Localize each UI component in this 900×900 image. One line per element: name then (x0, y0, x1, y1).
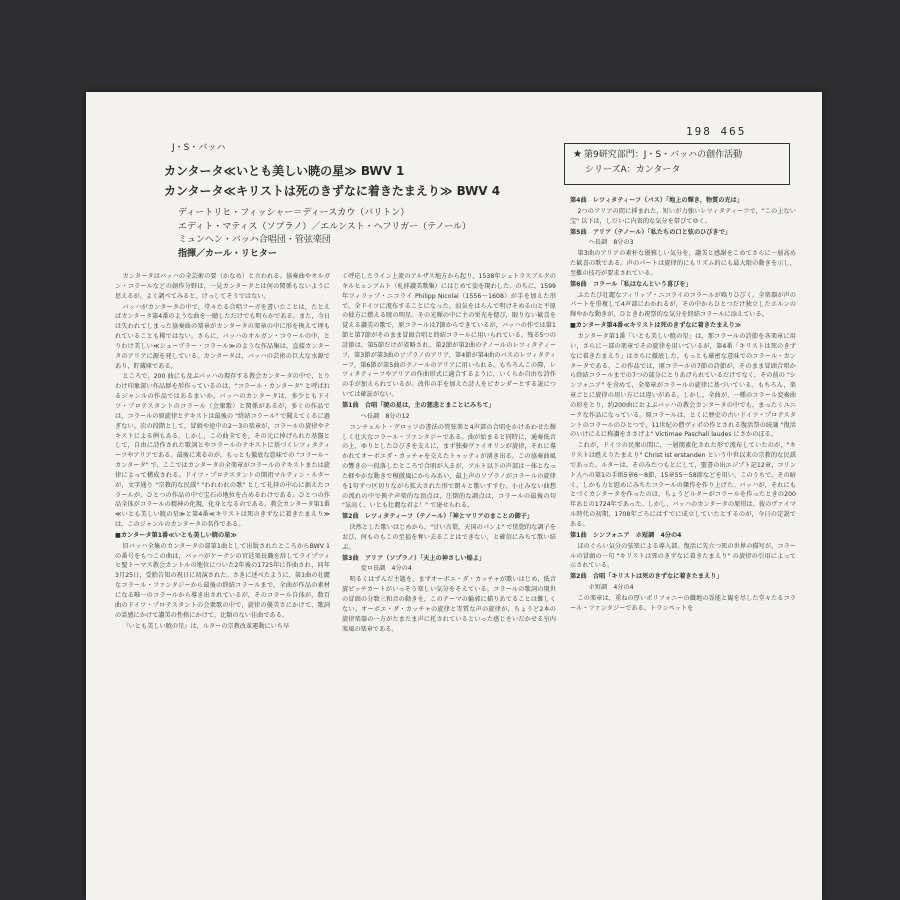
composer-name: J・S・バッハ (172, 143, 226, 153)
paragraph: く呼応したライン上流のアルザス地方から起り，1538年シュトラスブルクのキルヒェンアムト（札拝讃美歌集）にはじめて姿を現わした。のちに，1599年フィリップ・ニコライ Philipp Nicolai（1556〜1608）が手を加えた形で，全ドイツに流布することになった。涼気をはらんで明けそめる山と平原の彼方に燃える暁の明星。その光輝の中に主の栄光を偲び，限りない歓喜を覚える讃美の歌で，原コラールは7節からできているが，バッハの作では第1節と第7節がそのまま冒頭合唱と終結コラールに用いられている。残る5つの詩節は，第5節だけが省略され，第2節が第2曲のテノールのレツィタティーフ，第3節が第3曲のソプラノのアリア，第4節が第4曲のバスのレツィタティーフ，第6節が第5曲のテノールのアリアに用いられる。もちろんこの際，レツィタティーフやアリアの作曲形式に適合するように，いくらか自由な詩作の手が加えられているが，改作の手を加えた詩人をピカンダーとする説については確証がない。 (342, 273, 556, 399)
section-heading: 第1曲 シンフォニア ホ短調 4分の4 (570, 531, 682, 539)
series-line-1: ★ 第9研究部門：J・S・バッハの創作活動 (573, 149, 743, 160)
section-heading: 第3曲 アリア（ソプラノ）「天上の神さしい焔よ」 (342, 554, 486, 562)
text-column-3 (570, 196, 796, 615)
paragraph: 2つのアリアの間に挿まれた，短いが力強いレツィタティーフで，"この上ない宝" 以下は，しだいに内省的な気分を帯びてゆく。 (570, 207, 796, 225)
text-column-1 (115, 272, 330, 632)
section-heading: 第2曲 レツィタティーフ（テノール）「神とマリアのまことの御子」 (342, 513, 534, 521)
paragraph: この楽章は，重ねの厚いポリフォニーの織地の霊能と観を尽した堂々たるコラール・ファンタジーである。トランペットを (570, 594, 796, 612)
paragraph: ふたたび壮麗なフィリップ・ニコライのコラールが鳴りひびく。全楽器が声のパートを重複して4声部にわかれるが，その中からひとつだけ独立したホルンの輝やかな動きが，ひときわ祝祭的な気分を終結コラールに添えている。 (570, 291, 796, 319)
paragraph: バッハがカンタータの中で，堂々たる合唱フーガを書いたことは，たとえばカンタータ第4番のような曲を一聴しただけでも明らかである。また，今日は失われてしまった協奏曲の楽章がカンタータの楽章の中に形を換えて埋もれていることも稀ではない。さらに，バッハのオルガン・コラールの中，とりわけ美しい≪シューブラー・コラール≫のような作品集は，直接カンタータのアリアに源を発している。カンタータは，バッハの芸術の巨大な水源であり，貯蔵庫である。 (115, 303, 330, 370)
paragraph: 決然とした歌いはじめから，"甘い言葉，天国のパンよ" で恍惚的な調子をおび，何ものもこの至福を奪い去ることはできない，と確信にみちて歌い結ぶ。 (342, 524, 556, 551)
series-box (564, 143, 790, 185)
section-heading: 第2曲 合唱「キリストは死のきずなに着きたまえり」 (570, 573, 723, 581)
performer-line: エディト・マティス（ソプラノ）／エルンスト・ヘフリガー（テノール） (178, 221, 471, 232)
paragraph: カンタータはバッハの全芸術の要（かなめ）と言われる。協奏曲やオルガン・コラールなどの創作分野は，一見カンタータとは何の関係もないように思えるが，よく調べてみると，けっしてそうではない。 (115, 273, 330, 300)
paragraph: カンタータ第1番「いとも美しい暁の星」は，那コラールの詩節を各楽章に用い，さらに一部の楽章でその旋律を用いているが，第4番「キリストは死のきずなに着きたまえり」はさらに徹底した，もっとも厳密な意味でのコラール・カンタータである。この作品では，原コラールの7節の詩節が，そのまま冒頭合唱から終結コラールまでの7つの部分にとりあげられているだけでなく，その前の "シンフォニア" を含めて，全楽章がコラールの旋律に基づいている。もちろん，楽章ごとに旋律の用い方には違いがある。しかし，全曲が，一種のコラール変奏曲の形をとり，約200曲におよぶバッハの教会カンタータの中でも，まったくユニークな作品になっている。原コラールは，とくに歴史の古いドイツ・プロテスタントのコラールのひとつで，11世紀の僧ヴィポの作とされる復活祭の続誦 "復活のいけにえに称讃をささげよ" Victimae Paschali laudes にさかのぼる。 (570, 332, 796, 439)
performer-line: ミュンヘン・バッハ合唱団・管弦楽団 (178, 235, 331, 245)
paragraph: 第3曲のアリアの素朴な優雅しい気分を，讃美と感謝をこめてさらに一層高めた歓喜の歌である。声のパートは旋律的にもリズム的にも最大限の動きを示し，至難の技巧が要求されている。 (570, 250, 796, 277)
section-heading: 第5曲 アリア（テノール）「私たちの口と弦のひびきで」 (570, 228, 732, 236)
conductor-line: 指揮／カール・リヒター (178, 248, 277, 259)
paragraph: ヘ長調 8分の3 (588, 239, 634, 247)
title-bwv1: カンタータ≪いとも美しい暁の星≫ BWV 1 (164, 164, 405, 178)
liner-notes-sheet (86, 92, 822, 900)
section-heading: ■カンタータ第4番≪キリストは死のきずなに着きたまえり≫ (570, 322, 742, 330)
paragraph: 変ロ長調 4分の4 (360, 565, 412, 573)
paragraph: コンチェルト・グロッソの書法の管弦楽と4声部の合唱をかけあわせた輝しく壮大なコラール・ファンタジーである。曲が始まると同時に，通奏低音の上，ゆりとしたひびきを支えに，まず独奏ヴァイオリンが旋律，それに導かれてオーボエダ・カッチャを交えたトゥッティが湧き出る。この協奏曲風の響きの一段落したところで合唱が入るが，アルト以下の声部は一体となった軽やかな動きで模倣風にからみあい，最上声のソプラノがコラールの旋律を1句ずつ区切りながら拡大された形で朗々と歌いすすむ。小止みない曲想の流れの中で換テ声楽的な頂点は，圧倒的な調点は，コラールの最後の句 "気高く，いとも壮麗な君よ！" で達せられる。 (342, 423, 556, 510)
paragraph: ところで，200 曲にも及ぶバッハの現存する教会カンタータの中で，とりわけ印象深い作品群を形作っているのは，"コラール・カンタータ" と呼ばれるジャンルの作品ではあるまいか。バッハのカンタータは，多少ともドイツ・プロテスタントのコラール（会衆歌）と関係があるが，多くの作品では，コラールの原旋律とテキストは最後の "終結コラール" で聞えてくるに過ぎない。次の段階として，冒頭や途中の2〜3の楽章が，コラールの旋律やテキストによる例もある。しかし，この曲全てを，その元に捧げられた基盤として，自由に詩作された歌詞とやコラールのテキストに基づくレツィタティーフやアリアである。最後に来るのが，もっとも徹底な意味での "コラール・カンタータ" で，ここではカンタータの全楽章がコラールのテキストまたは旋律によって構成される。ドイツ・プロテスタントの開祖マルティン・ルターが，文字通り "宗教的な民謡" "われわれの歌" として礼拝の中心に据えたコラールが，ひとつの作品の中で宝石の地位を占めるわけである。ひとつの作品全体がコラールの精神の化現，化身となるのである。教会カンタータ第1番≪いとも美しい暁の星≫と第4番≪キリストは死のきずなに着きたまえり≫は，このジャンルのカンタータの名作である。 (115, 373, 330, 529)
album-header (164, 140, 544, 261)
paragraph: ほのぐらい気分の弦楽による導入部。復活に先立つ死の世界の描写が，コラールの冒頭の一句 "キリストは死のきずなに着きたまえり" の旋律の引用によって示されている。 (570, 542, 796, 570)
section-heading: 第1曲 合唱「暁の星は，主の慈悲とまことにみちて」 (342, 401, 495, 409)
paragraph: 旧バッハ全集のカンタータの部第1曲として出版されたところからBWV 1の番号をもつこの曲は，バッハがケーテンの宮廷楽長職を辞してライプツィヒ聖トーマス教会カントルの地位についた2年後の1725年に作曲され，同年3月25日，受胎告知の祝日に初演された。さきに述べたように，第1曲の壮麗なコラール・ファンタジーから最後の終結コラールまで，全曲が作品の素材になる唯一のコラールから導き出されているが，そのコラール自体が，数百曲のドイツ・プロテスタントの会衆歌の中で，旋律の優美さにかけて，歌詞の霊感にかけて讃美の性格にかけて，比類のない佳曲である。 (115, 542, 330, 619)
paragraph: 明るくはずんだ主題を，まずオーボエ・ダ・カッチャが歌いはじめ，低音旋ピッチカートがいっそう楽しい気分をそえている。コラールの歌詞の現世の冒頭の分数三和音の動きを，このテーマの輪郭に描りあてることは難しくない。オーボエ・ダ・カッチャの旋律と等質な声の旋律が，ちょうど2本の旋律楽器の一方がたまたま声に托されているといった感じをいだかせる室内楽風の楽章である。 (342, 576, 556, 633)
text-column-2 (342, 272, 556, 635)
paragraph: ヘ長調 8分の12 (360, 412, 410, 420)
section-heading: 第4曲 レツィタティーフ（バス）「地上の輝き，物質の光は」 (570, 197, 744, 204)
section-heading: ■カンタータ第1番≪いとも美しい暁の星≫ (115, 531, 237, 539)
title-bwv4: カンタータ≪キリストは死のきずなに着きたまえり≫ BWV 4 (164, 184, 501, 198)
section-heading: 第6曲 コラール「私はなんという喜びを」 (570, 280, 692, 288)
paragraph: これが，ドイツの民衆の間に，一層簡素化された形で流布していたのが，"キリストは甦えりたまえり" Christ ist erstanden という中世以来の宗教的な民謡であった。ルターは，そのみたつもとにして，聖書の出エジプト記12章，コリント人への第1の手紙5章6〜8節，15章55〜58節などを用い，このうちで，その暗く，しかも力と慰めにみちたコラールの傑作を作り上げた。バッハが，それにもとづくカンタータを作ったのは，ちょうどルターがコラールを作ったときの200年あとの1724年であった。しかし，バッハのカンタータの原形は，彼のヴァイマル時代の初期，1708年ごろにはすでに成立していたとするのが，今日の定説である。 (570, 442, 796, 528)
paragraph: ホ短調 4分の4 (588, 584, 634, 592)
star-icon: ★ (573, 149, 582, 160)
paragraph: 『いとも美しい暁の星』は，ルターの宗教改革運動にいち早 (122, 622, 290, 630)
catalog-number: 198 465 (686, 125, 747, 138)
series-line-2: シリーズA：カンタータ (585, 165, 681, 175)
performer-line: ディートリヒ・フィッシャー＝ディースカウ（バリトン） (178, 208, 410, 218)
performers (178, 207, 544, 261)
